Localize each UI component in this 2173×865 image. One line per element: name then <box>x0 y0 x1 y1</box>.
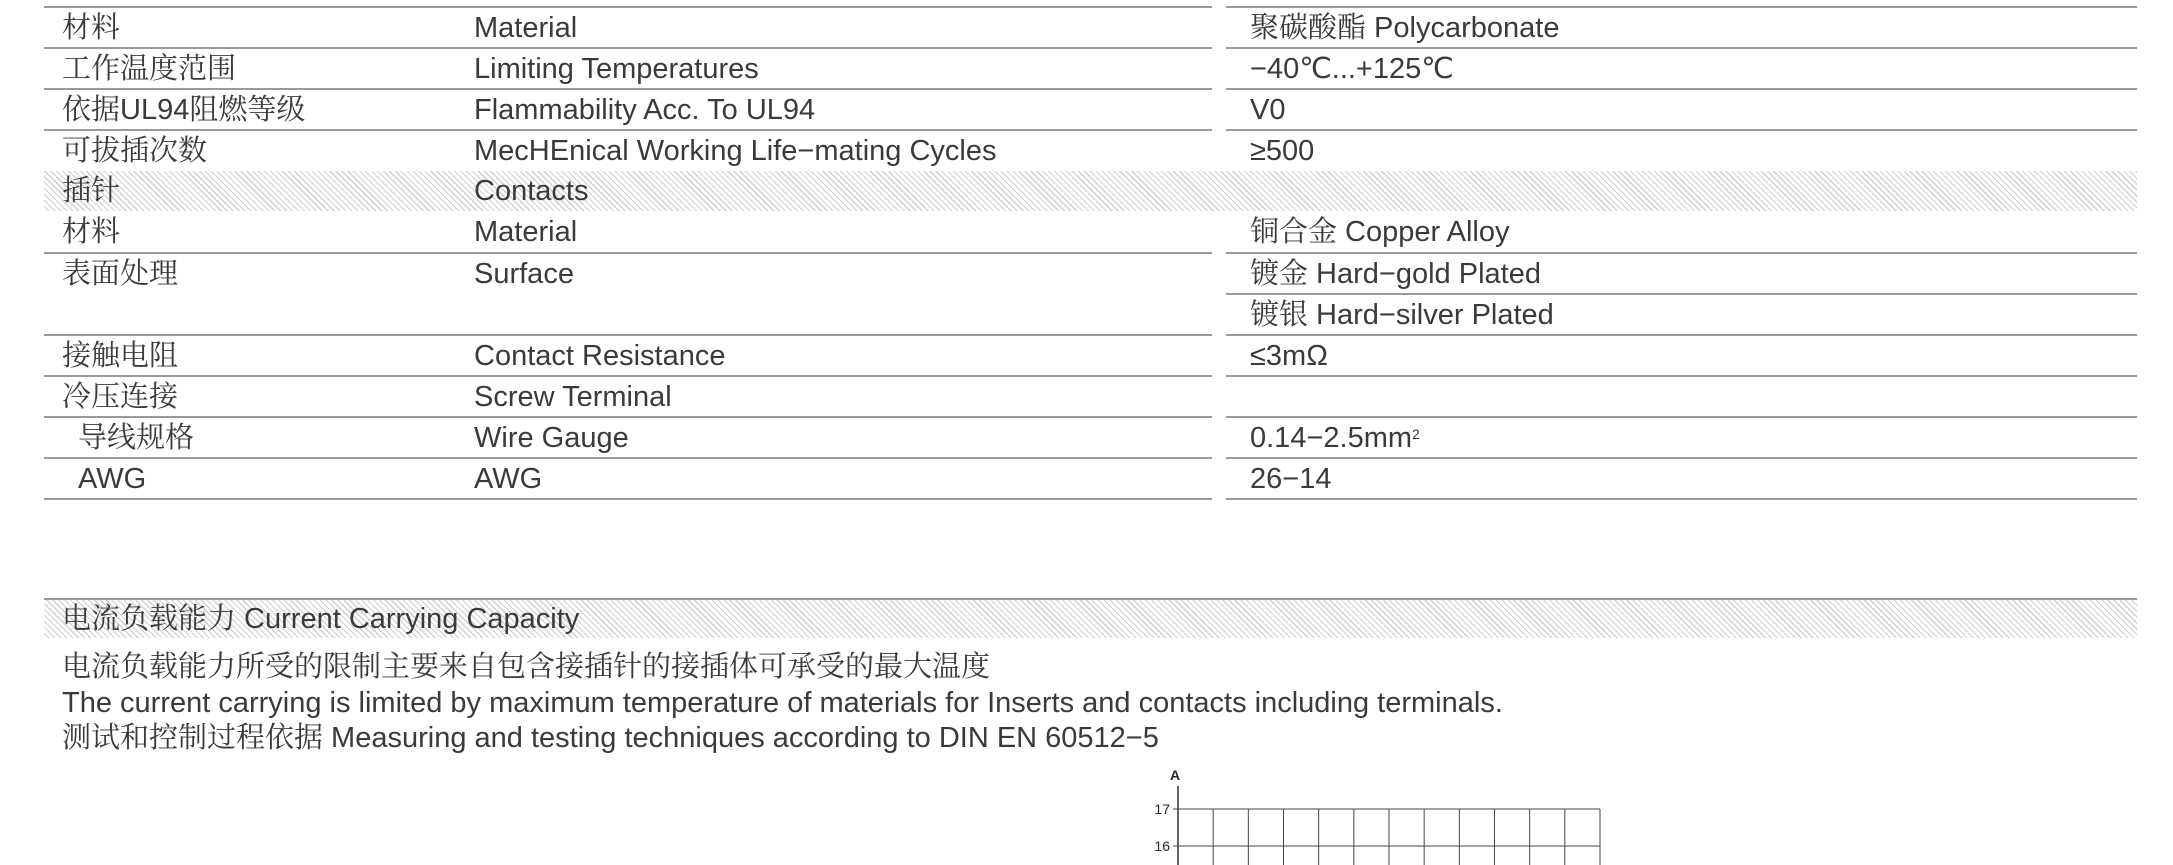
table-bottom-border-left <box>44 498 1212 500</box>
row-value: −40℃...+125℃ <box>1250 53 1454 85</box>
table-row-screw-terminal <box>0 377 2173 418</box>
table-row-surface-silver <box>0 295 2173 336</box>
chart-grid <box>1173 786 1600 865</box>
row-value: V0 <box>1250 94 1286 126</box>
row-en-label: Material <box>474 216 578 248</box>
row-en-label: Flammability Acc. To UL94 <box>474 94 816 126</box>
squared-superscript: 2 <box>1412 426 1420 442</box>
row-cn-label: 接触电阻 <box>62 340 179 372</box>
row-cn-label: 可拔插次数 <box>62 135 208 167</box>
current-section-header: 电流负载能力 Current Carrying Capacity <box>62 603 580 635</box>
row-value: ≥500 <box>1250 135 1315 167</box>
row-en-label: Wire Gauge <box>474 422 629 454</box>
current-paragraph-en: The current carrying is limited by maximum temperature of materials for Inserts and contacts including terminals. <box>62 687 1503 719</box>
row-cn-label: AWG <box>78 463 147 495</box>
y-tick-label: 17 <box>1154 801 1170 817</box>
row-value: 铜合金 Copper Alloy <box>1250 216 1510 248</box>
testing-standard-line: 测试和控制过程依据 Measuring and testing techniques according to DIN EN 60512−5 <box>62 722 1159 754</box>
row-en-label: Limiting Temperatures <box>474 53 759 85</box>
row-value: 聚碳酸酯 Polycarbonate <box>1250 12 1560 44</box>
table-bottom-border-right <box>1226 498 2137 500</box>
row-cn-label: 依据UL94阻燃等级 <box>62 94 306 126</box>
row-en-label: Surface <box>474 258 574 290</box>
row-cn-label: 表面处理 <box>62 258 179 290</box>
table-row-flammability <box>0 90 2173 131</box>
table-row-contact-material <box>0 212 2173 253</box>
row-cn-label: 工作温度范围 <box>62 53 237 85</box>
section-cn-label: 插针 <box>62 175 121 207</box>
wire-gauge-value: 0.14−2.5mm <box>1250 422 1413 454</box>
table-row-mating-cycles <box>0 131 2173 172</box>
table-row-surface <box>0 254 2173 295</box>
y-tick-label: 16 <box>1154 838 1170 854</box>
table-row-awg <box>0 459 2173 500</box>
row-value: 26−14 <box>1250 463 1332 495</box>
row-en-label: Contact Resistance <box>474 340 726 372</box>
table-row-contacts-header <box>0 171 2173 212</box>
row-en-label: Material <box>474 12 578 44</box>
row-value: 镀金 Hard−gold Plated <box>1250 258 1541 290</box>
table-row-material <box>0 8 2173 49</box>
row-en-label: MecHEnical Working Life−mating Cycles <box>474 135 997 167</box>
row-cn-label: 材料 <box>62 12 121 44</box>
section-en-label: Contacts <box>474 175 589 207</box>
row-value: 镀银 Hard−silver Plated <box>1250 299 1554 331</box>
row-en-label: Screw Terminal <box>474 381 672 413</box>
y-tick-labels <box>1154 801 1170 854</box>
row-value: ≤3mΩ <box>1250 340 1328 372</box>
row-cn-label: 材料 <box>62 216 121 248</box>
table-row-contact-resistance <box>0 336 2173 377</box>
row-value <box>1250 418 1420 459</box>
row-cn-label: 导线规格 <box>78 422 195 454</box>
y-axis-label: A <box>1170 767 1181 783</box>
table-row-wire-gauge <box>0 418 2173 459</box>
current-capacity-chart <box>1140 760 1620 865</box>
row-en-label: AWG <box>474 463 543 495</box>
row-cn-label: 冷压连接 <box>62 381 179 413</box>
table-row-limiting-temperatures <box>0 49 2173 90</box>
current-paragraph-cn: 电流负载能力所受的限制主要来自包含接插针的接插体可承受的最大温度 <box>62 651 991 683</box>
